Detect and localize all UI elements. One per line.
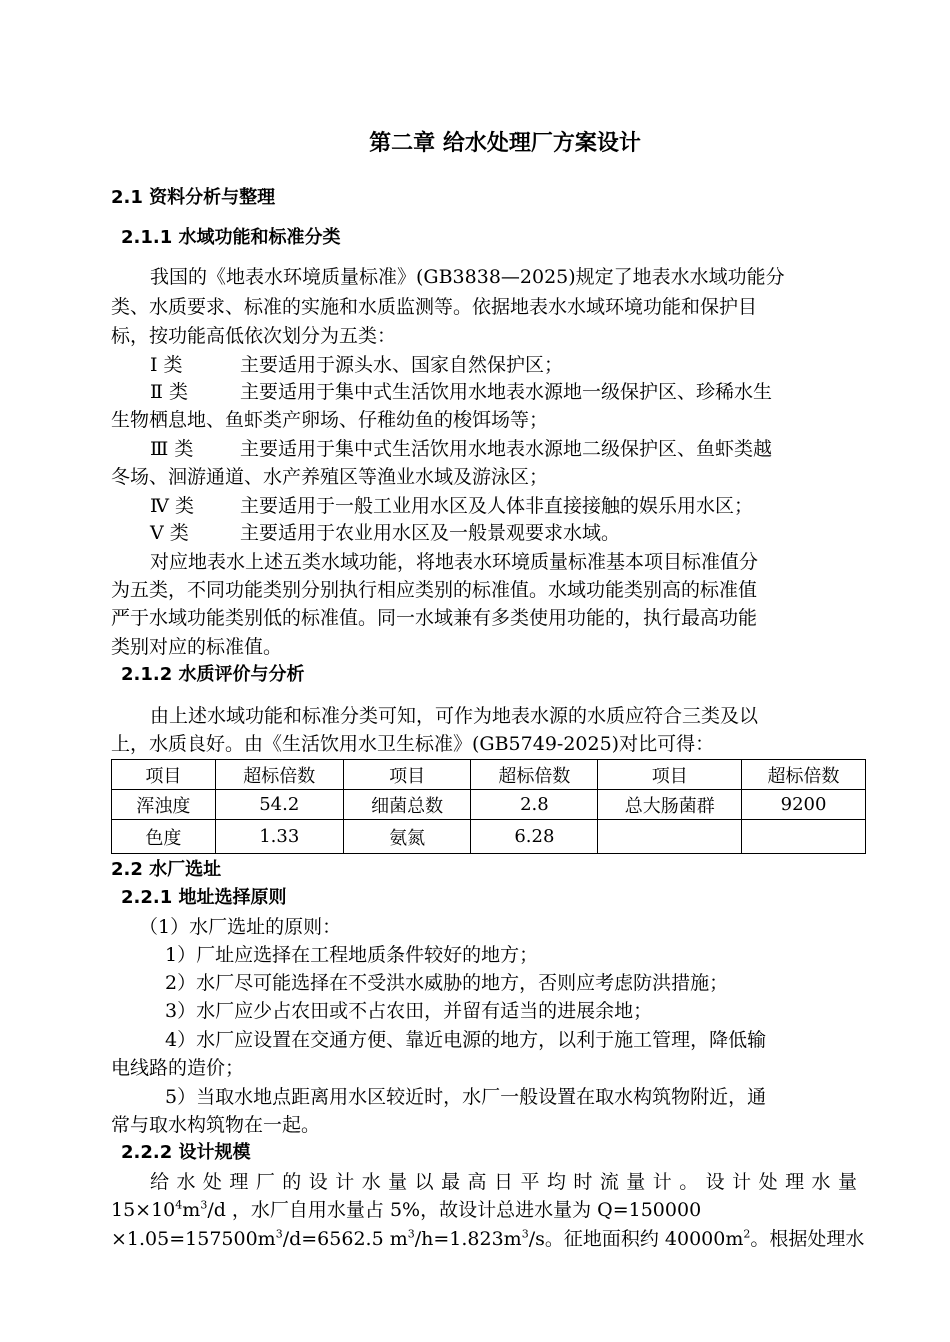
table-cell: 54.2 bbox=[215, 790, 343, 820]
table-cell: 色度 bbox=[112, 820, 216, 854]
class-5-text: 主要适用于农业用水区及一般景观要求水域。 bbox=[240, 522, 621, 544]
section-2-1-1-heading: 2.1.1 水域功能和标准分类 bbox=[121, 227, 341, 248]
section-2-2-1-heading: 2.2.1 地址选择原则 bbox=[121, 887, 287, 908]
class-1-text: 主要适用于源头水、国家自然保护区； bbox=[240, 354, 564, 376]
intro-line-3: 标，按功能高低依次划分为五类： bbox=[111, 325, 397, 347]
table-row bbox=[112, 820, 866, 854]
class-5-label: Ⅴ 类 bbox=[150, 522, 189, 544]
class-2-row bbox=[150, 379, 772, 405]
scale-text: /d ，水厂自用水量占 5%，故设计总进水量为 Q=150000 bbox=[207, 1199, 702, 1221]
section-2-2-heading: 2.2 水厂选址 bbox=[111, 859, 222, 880]
section-2-2-2-heading: 2.2.2 设计规模 bbox=[121, 1142, 251, 1163]
table-cell: 氨氮 bbox=[343, 820, 471, 854]
principle-5: 5）当取水地点距离用水区较近时，水厂一般设置在取水构筑物附近，通 bbox=[165, 1086, 767, 1108]
class-1-label: Ⅰ 类 bbox=[150, 354, 183, 376]
scale-line-2 bbox=[111, 1197, 701, 1223]
scale-line-3 bbox=[111, 1226, 864, 1252]
table-cell: 6.28 bbox=[471, 820, 598, 854]
scale-text: 15×10 bbox=[111, 1199, 176, 1221]
scale-sup: 3 bbox=[521, 1227, 529, 1241]
table-header-cell: 超标倍数 bbox=[215, 760, 343, 790]
intro-line-2: 类、水质要求、标准的实施和水质监测等。依据地表水水域环境功能和保护目 bbox=[111, 296, 758, 318]
table-header-cell: 超标倍数 bbox=[742, 760, 866, 790]
class-4-label: Ⅳ 类 bbox=[150, 495, 195, 517]
principle-1: 1）厂址应选择在工程地质条件较好的地方； bbox=[165, 944, 539, 966]
principle-4: 4）水厂应设置在交通方便、靠近电源的地方，以利于施工管理，降低输 bbox=[165, 1029, 767, 1051]
principle-2: 2）水厂尽可能选择在不受洪水威胁的地方，否则应考虑防洪措施； bbox=[165, 972, 729, 994]
class-3-row bbox=[150, 436, 772, 462]
scale-text: ×1.05=157500m bbox=[111, 1228, 276, 1250]
table-row bbox=[112, 790, 866, 820]
class-2-label: Ⅱ 类 bbox=[150, 381, 188, 403]
scale-sup: 3 bbox=[275, 1227, 283, 1241]
summary-line-1: 对应地表水上述五类水域功能，将地表水环境质量标准基本项目标准值分 bbox=[150, 551, 759, 573]
chapter-title: 第二章 给水处理厂方案设计 bbox=[369, 131, 641, 156]
section-2-1-heading: 2.1 资料分析与整理 bbox=[111, 187, 276, 208]
water-quality-table bbox=[111, 759, 866, 854]
eval-line-1: 由上述水域功能和标准分类可知，可作为地表水源的水质应符合三类及以 bbox=[150, 705, 759, 727]
class-3-label: Ⅲ 类 bbox=[150, 438, 194, 460]
scale-sup: 3 bbox=[407, 1227, 415, 1241]
class-4-text: 主要适用于一般工业用水区及人体非直接接触的娱乐用水区； bbox=[240, 495, 754, 517]
summary-line-3: 严于水域功能类别低的标准值。同一水域兼有多类使用功能的，执行最高功能 bbox=[111, 607, 758, 629]
scale-text: /h=1.823m bbox=[414, 1228, 522, 1250]
principle-5-cont: 常与取水构筑物在一起。 bbox=[111, 1114, 321, 1136]
section-2-1-2-heading: 2.1.2 水质评价与分析 bbox=[121, 664, 305, 685]
class-1-row bbox=[150, 352, 563, 378]
principles-title: （1）水厂选址的原则： bbox=[139, 916, 342, 938]
scale-sup: 3 bbox=[200, 1198, 208, 1212]
table-header-cell: 项目 bbox=[343, 760, 471, 790]
class-2-text-cont: 生物栖息地、鱼虾类产卵场、仔稚幼鱼的梭饵场等； bbox=[111, 409, 549, 431]
table-header-row bbox=[112, 760, 866, 790]
summary-line-2: 为五类，不同功能类别分别执行相应类别的标准值。水域功能类别高的标准值 bbox=[111, 579, 758, 601]
table-cell bbox=[598, 820, 742, 854]
table-cell: 1.33 bbox=[215, 820, 343, 854]
table-cell: 9200 bbox=[742, 790, 866, 820]
principle-3: 3）水厂应少占农田或不占农田，并留有适当的进展余地； bbox=[165, 1000, 653, 1022]
scale-text: 。根据处理水 bbox=[750, 1228, 865, 1250]
intro-line-1: 我国的《地表水环境质量标准》(GB3838—2025)规定了地表水水域功能分 bbox=[150, 266, 785, 288]
table-header-cell: 超标倍数 bbox=[471, 760, 598, 790]
table-cell bbox=[742, 820, 866, 854]
scale-sup: 4 bbox=[175, 1198, 183, 1212]
principle-4-cont: 电线路的造价； bbox=[111, 1057, 245, 1079]
class-4-row bbox=[150, 493, 753, 519]
scale-text: m bbox=[182, 1199, 201, 1221]
class-3-text-cont: 冬场、洄游通道、水产养殖区等渔业水域及游泳区； bbox=[111, 466, 549, 488]
class-3-text: 主要适用于集中式生活饮用水地表水源地二级保护区、鱼虾类越 bbox=[240, 438, 773, 460]
table-header-cell: 项目 bbox=[598, 760, 742, 790]
eval-line-2: 上，水质良好。由《生活饮用水卫生标准》(GB5749-2025)对比可得： bbox=[111, 733, 715, 755]
scale-text: /s。征地面积约 40000m bbox=[528, 1228, 744, 1250]
table-cell: 细菌总数 bbox=[343, 790, 471, 820]
scale-line-1: 给水处理厂的设计水量以最高日平均时流量计。设计处理水量 bbox=[150, 1171, 857, 1193]
class-2-text: 主要适用于集中式生活饮用水地表水源地一级保护区、珍稀水生 bbox=[240, 381, 773, 403]
scale-sup: 2 bbox=[743, 1227, 751, 1241]
class-5-row bbox=[150, 520, 620, 546]
table-cell: 2.8 bbox=[471, 790, 598, 820]
table-header-cell: 项目 bbox=[112, 760, 216, 790]
table-cell: 总大肠菌群 bbox=[598, 790, 742, 820]
summary-line-4: 类别对应的标准值。 bbox=[111, 636, 283, 658]
scale-text: /d=6562.5 m bbox=[282, 1228, 408, 1250]
table-cell: 浑浊度 bbox=[112, 790, 216, 820]
